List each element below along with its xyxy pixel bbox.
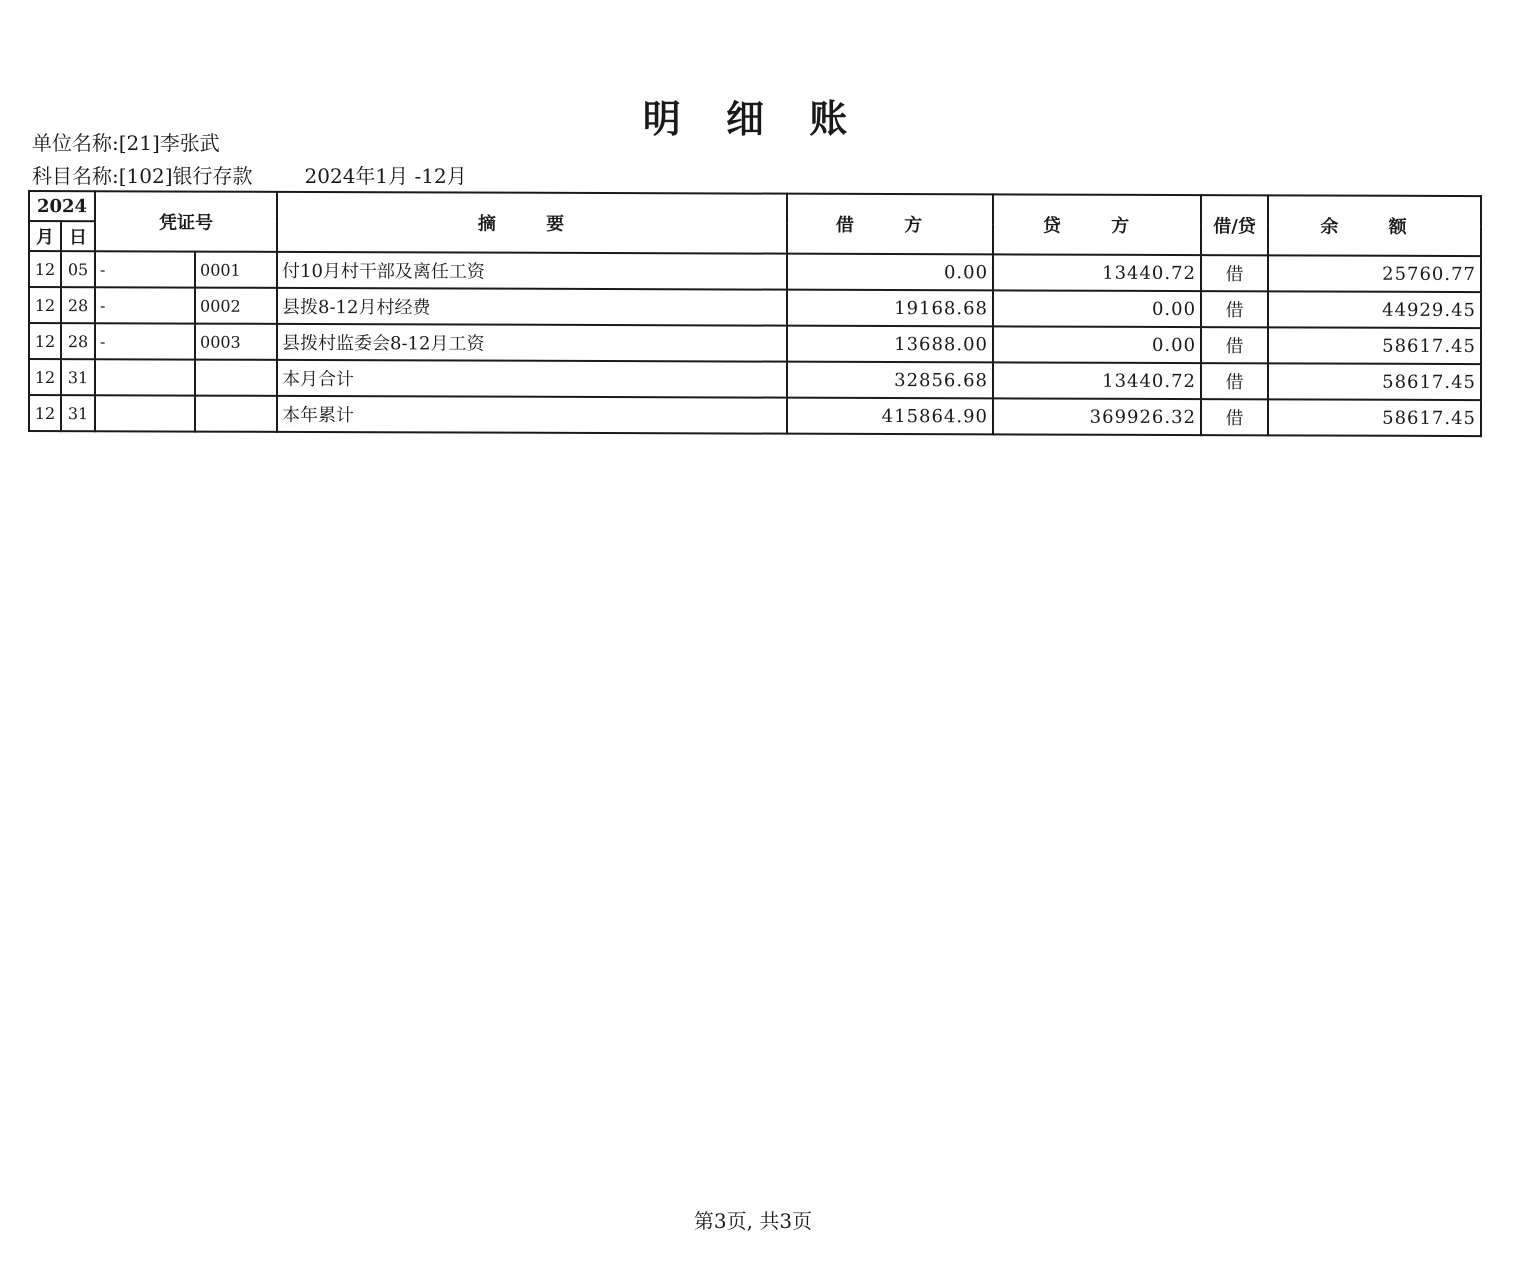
balance-header: 余 额 xyxy=(1268,195,1481,256)
row-day: 31 xyxy=(61,359,95,395)
row-month: 12 xyxy=(29,395,61,431)
credit-header: 贷 方 xyxy=(993,194,1201,255)
row-month: 12 xyxy=(29,251,61,287)
row-day: 28 xyxy=(61,287,95,323)
row-voucher-no: 0001 xyxy=(195,252,277,288)
row-voucher-no xyxy=(195,360,277,396)
row-balance: 44929.45 xyxy=(1268,291,1481,328)
subject-name: 科目名称:[102]银行存款 xyxy=(32,164,253,188)
row-debit: 32856.68 xyxy=(787,362,993,399)
row-credit: 369926.32 xyxy=(993,398,1201,435)
page-number: 第3页, 共3页 xyxy=(693,1209,813,1233)
row-month: 12 xyxy=(29,359,61,395)
row-direction: 借 xyxy=(1201,363,1268,399)
row-debit: 415864.90 xyxy=(787,398,993,435)
row-direction: 借 xyxy=(1201,255,1268,291)
row-debit: 19168.68 xyxy=(787,290,993,327)
row-direction: 借 xyxy=(1201,327,1268,363)
row-balance: 58617.45 xyxy=(1268,327,1481,364)
table-row xyxy=(29,323,1481,364)
period: 2024年1月 -12月 xyxy=(304,164,467,188)
row-summary: 本年累计 xyxy=(277,396,787,434)
row-direction: 借 xyxy=(1201,291,1268,327)
page-title: 明 细 账 xyxy=(642,96,864,141)
ledger-table xyxy=(28,190,1482,437)
row-day: 05 xyxy=(61,251,95,287)
year-header: 2024 xyxy=(29,191,95,221)
row-summary: 县拨村监委会8-12月工资 xyxy=(277,324,787,362)
table-row xyxy=(29,287,1481,328)
row-credit: 0.00 xyxy=(993,326,1201,363)
row-balance: 58617.45 xyxy=(1268,399,1481,436)
row-voucher-no xyxy=(195,396,277,432)
row-balance: 58617.45 xyxy=(1268,363,1481,400)
row-day: 28 xyxy=(61,323,95,359)
table-row-month-total xyxy=(29,359,1481,400)
table-row xyxy=(29,251,1481,292)
summary-header: 摘 要 xyxy=(277,192,787,254)
header-row-1 xyxy=(29,191,1481,226)
row-summary: 县拨8-12月村经费 xyxy=(277,288,787,326)
row-summary: 本月合计 xyxy=(277,360,787,398)
row-credit: 0.00 xyxy=(993,290,1201,327)
table-row-year-total xyxy=(29,395,1481,436)
row-credit: 13440.72 xyxy=(993,254,1201,291)
unit-name-line: 单位名称:[21]李张武 xyxy=(32,131,220,155)
row-credit: 13440.72 xyxy=(993,362,1201,399)
row-month: 12 xyxy=(29,323,61,359)
month-header: 月 xyxy=(29,221,61,251)
row-day: 31 xyxy=(61,395,95,431)
row-voucher-type xyxy=(95,359,195,395)
day-header: 日 xyxy=(61,221,95,251)
row-month: 12 xyxy=(29,287,61,323)
row-summary: 付10月村干部及离任工资 xyxy=(277,252,787,290)
debit-header: 借 方 xyxy=(787,194,993,255)
row-voucher-type: - xyxy=(95,251,195,287)
row-debit: 0.00 xyxy=(787,254,993,291)
row-voucher-no: 0003 xyxy=(195,324,277,360)
row-direction: 借 xyxy=(1201,399,1268,435)
row-balance: 25760.77 xyxy=(1268,255,1481,292)
subject-line xyxy=(32,160,467,189)
row-voucher-type: - xyxy=(95,323,195,359)
row-voucher-type xyxy=(95,395,195,431)
row-voucher-type: - xyxy=(95,287,195,323)
row-voucher-no: 0002 xyxy=(195,288,277,324)
row-debit: 13688.00 xyxy=(787,326,993,363)
voucher-header: 凭证号 xyxy=(95,191,277,252)
direction-header: 借/贷 xyxy=(1201,195,1268,255)
